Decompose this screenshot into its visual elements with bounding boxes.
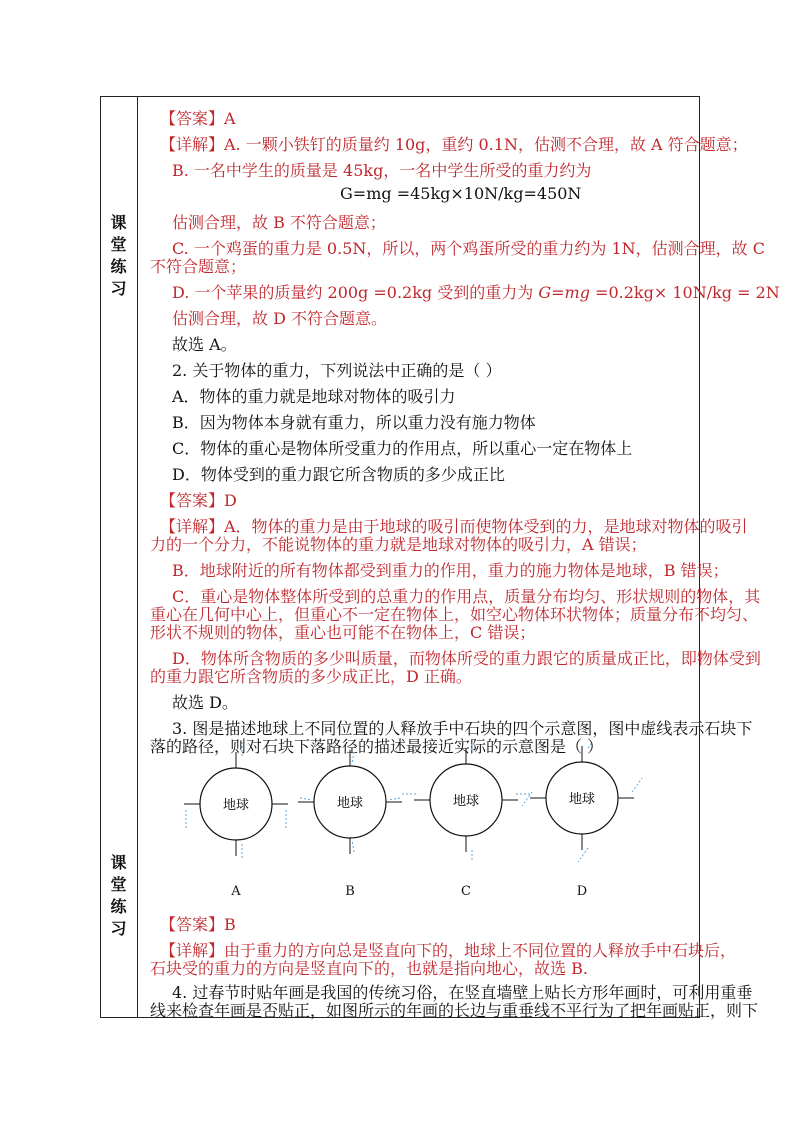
q2-conclusion: 故选 D。 <box>172 693 238 712</box>
q2-detail-c1: C．重心是物体整体所受到的总重力的作用点，质量分布均匀、形状规则的物体，其 <box>172 587 761 606</box>
q1-detail-d2: 估测合理，故 D 不符合题意。 <box>172 309 388 328</box>
q2-detail-c2: 重心在几何中心上，但重心不一定在物体上，如空心物体环状物体；质量分布不均匀、 <box>150 605 759 624</box>
q2-option: D．物体受到的重力跟它所含物质的多少成正比 <box>172 465 505 484</box>
figure-label-a: A <box>231 884 241 899</box>
side-char: 习 <box>110 919 127 938</box>
side-char: 课 <box>110 213 127 232</box>
side-char: 练 <box>110 897 127 916</box>
q2-detail-c3: 形状不规则的物体，重心也可能不在物体上，C 错误； <box>150 623 536 642</box>
dashed-path <box>352 840 354 852</box>
q4-stem2: 线来检查年画是否贴正，如图所示的年画的长边与重垂线不平行为了把年画贴正，则下 <box>150 1001 759 1020</box>
figure-label-c: C <box>461 884 471 899</box>
q2-detail-d1: D．物体所含物质的多少叫质量，而物体所受的重力跟它的质量成正比，即物体受到 <box>172 649 761 668</box>
q1-detail-d <box>172 280 780 303</box>
side-label-top <box>100 212 137 300</box>
dashed-path <box>632 778 642 792</box>
q1-detail-a: 【详解】A. 一颗小铁钉的质量约 10g，重约 0.1N，估测不合理，故 A 符合题意； <box>160 135 748 154</box>
q1-conclusion: 故选 A。 <box>172 335 237 354</box>
earth-label: 地球 <box>452 794 480 809</box>
side-char: 课 <box>110 853 127 872</box>
earth-diagram-b <box>298 750 402 854</box>
q3-answer: 【答案】B <box>160 915 236 934</box>
q2-detail-b: B．地球附近的所有物体都受到重力的作用，重力的施力物体是地球，B 错误； <box>172 561 729 580</box>
q1-detail-b2: 估测合理，故 B 不符合题意； <box>172 213 386 232</box>
earth-label: 地球 <box>336 796 364 811</box>
side-char: 练 <box>110 257 127 276</box>
dashed-path <box>588 742 598 748</box>
q2-option: A．物体的重力就是地球对物体的吸引力 <box>172 387 456 406</box>
q3-detail2: 石块受的重力的方向是竖直向下的，也就是指向地心，故选 B. <box>150 959 588 978</box>
side-char: 堂 <box>110 875 127 894</box>
earth-diagram-c <box>400 742 532 862</box>
q2-detail-a2: 力的一个分力，不能说物体的重力就是地球对物体的吸引力，A 错误； <box>150 535 647 554</box>
figure-label-b: B <box>345 884 355 899</box>
side-label-bottom <box>100 852 137 940</box>
earth-diagram-a <box>184 742 288 860</box>
dashed-path <box>300 798 312 800</box>
q4-stem1: 4. 过春节时贴年画是我国的传统习俗，在竖直墙壁上贴长方形年画时，可利用重垂 <box>172 983 753 1002</box>
q2-detail-d2: 的重力跟它所含物质的多少成正比，D 正确。 <box>150 667 472 686</box>
earth-label: 地球 <box>222 798 250 813</box>
q3-stem1: 3. 图是描述地球上不同位置的人释放手中石块的四个示意图，图中虚线表示石块下 <box>172 719 753 738</box>
earth-label: 地球 <box>568 792 596 807</box>
column-divider <box>137 96 138 1018</box>
q1-detail-d-pre: D. 一个苹果的质量约 200g =0.2kg 受到的重力为 <box>172 283 539 302</box>
earth-diagrams-svg <box>150 742 690 862</box>
dashed-path <box>578 848 588 862</box>
dashed-path <box>388 798 400 800</box>
q2-option: C．物体的重心是物体所受重力的作用点，所以重心一定在物体上 <box>172 439 633 458</box>
dashed-path <box>522 792 532 806</box>
side-char: 堂 <box>110 235 127 254</box>
q1-detail-d-post: =0.2kg× 10N/kg = 2N <box>589 283 780 302</box>
q2-option: B．因为物体本身就有重力，所以重力没有施力物体 <box>172 413 536 432</box>
dashed-path <box>352 752 354 764</box>
q3-stem2: 落的路径，则对石块下落路径的描述最接近实际的示意图是（ ） <box>150 737 604 756</box>
q1-detail-b: B. 一名中学生的质量是 45kg，一名中学生所受的重力约为 <box>172 161 592 180</box>
figure-label-d: D <box>576 884 588 899</box>
q3-detail1: 【详解】由于重力的方向总是竖直向下的，地球上不同位置的人释放手中石块后， <box>160 941 737 960</box>
q1-detail-d-formula: G=mg <box>538 283 590 302</box>
q2-stem: 2. 关于物体的重力，下列说法中正确的是（ ） <box>172 361 502 380</box>
q1-answer: 【答案】A <box>160 109 236 128</box>
earth-diagram-d <box>522 742 642 862</box>
q1-formula: G=mg =45kg×10N/kg=450N <box>340 184 582 203</box>
side-char: 习 <box>110 279 127 298</box>
earth-figure <box>150 742 690 912</box>
q1-detail-c1: C. 一个鸡蛋的重力是 0.5N，所以，两个鸡蛋所受的重力约为 1N，估测合理，故 C <box>172 239 765 258</box>
q2-detail-a1: 【详解】A．物体的重力是由于地球的吸引而使物体受到的力，是地球对物体的吸引 <box>160 517 748 536</box>
q2-answer: 【答案】D <box>160 491 237 510</box>
q1-detail-c2: 不符合题意； <box>150 257 247 276</box>
